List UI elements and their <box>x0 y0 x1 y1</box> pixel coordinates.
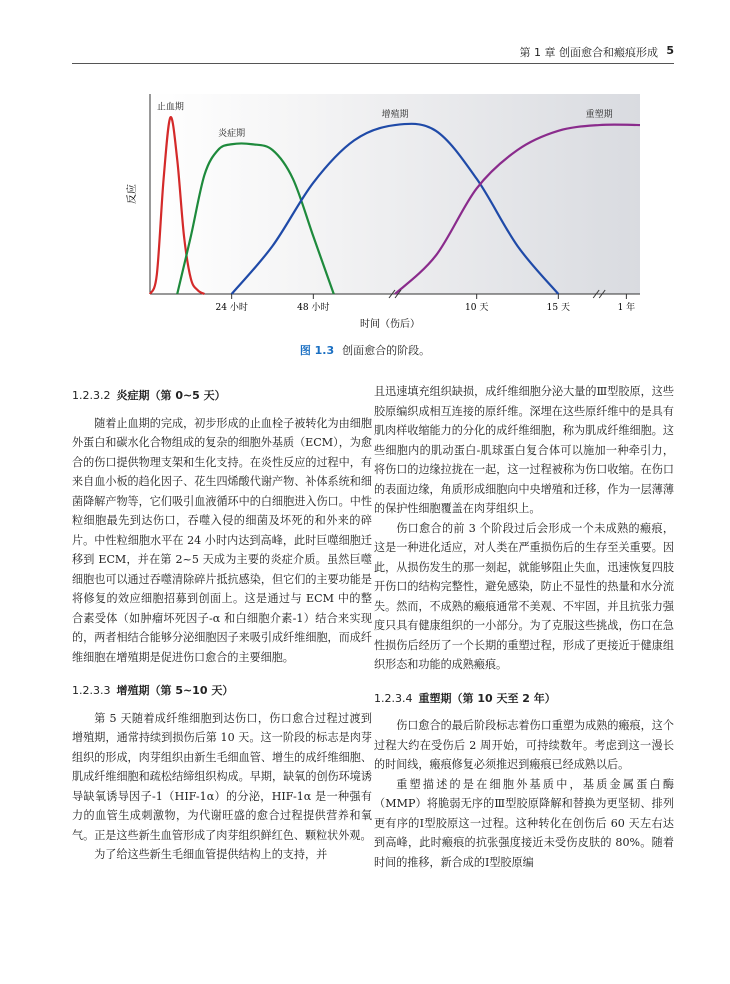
section-heading-inflammation <box>72 386 372 406</box>
y-axis-label: 反应 <box>127 184 138 204</box>
series-label-2: 炎症期 <box>218 129 246 140</box>
paragraph: 为了给这些新生毛细血管提供结构上的支持，并 <box>94 848 328 861</box>
paragraph: 第 5 天随着成纤维细胞到达伤口，伤口愈合过程过渡到增殖期，通常持续到损伤后第 10 天。这一阶段的标志是肉芽组织的形成，肉芽组织由新生毛细血管、增生的成纤维细胞、肌成纤维细胞和疏松结缔组织构成。早期，缺氧的创伤环境诱导缺氧诱导因子-1（HIF-1α）的分泌，HIF-1α 是一种强有力的血管生成刺激物，为代谢旺盛的愈合过程提供营养和氧气。正是这些新生血管形成了肉芽组织鲜红色、颗粒状外观。 <box>72 711 372 842</box>
page-header <box>0 44 730 66</box>
page-number: 5 <box>666 44 674 57</box>
healing-phases-chart <box>100 94 640 334</box>
section-number: 1.2.3.3 <box>72 684 111 697</box>
paragraph: 随着止血期的完成，初步形成的止血栓子被转化为由细胞外蛋白和碳水化合物组成的复杂的细胞外基质（ECM），为愈合的伤口提供物理支架和生化支持。在炎性反应的过程中，有来自血小板的趋化因子、花生四烯酸代谢产物、补体系统和细菌降解产物等，它们吸引血液循环中的白细胞进入伤口。中性粒细胞最先到达伤口，吞噬入侵的细菌及坏死的和外来的碎片。中性粒细胞水平在 24 小时内达到高峰，此时巨噬细胞迁移到 ECM，并在第 2~5 天成为主要的炎症介质。虽然巨噬细胞也可以通过吞噬清除碎片抵抗感染，但它们的主要功能是将修复的效应细胞招募到创面上。这是通过与 ECM 中的整合素受体（如肿瘤坏死因子-α 和白细胞介素-1）结合来实现的，两者相结合能够分泌细胞因子来吸引成纤维细胞，而成纤维细胞在增殖期是促进伤口愈合的主要细胞。 <box>72 416 372 664</box>
series-label-4: 重塑期 <box>585 110 613 121</box>
section-title: 炎症期（第 0~5 天） <box>116 389 226 402</box>
figure-caption <box>0 342 730 358</box>
x-axis-label: 时间（伤后） <box>360 319 420 330</box>
section-number: 1.2.3.2 <box>72 389 111 402</box>
paragraph: 伤口愈合的前 3 个阶段过后会形成一个未成熟的瘢痕，这是一种进化适应，对人类在严重损伤后的生存至关重要。因此，从损伤发生的那一刻起，就能够阻止失血，迅速恢复四肢开伤口的结构完整性，避免感染，防止不显性的热量和水分流失。然而，不成熟的瘢痕通常不美观、不牢固，并且抗张力强度只具有健康组织的一小部分。为了克服这些挑战，伤口在急性损伤后经历了一个长期的重塑过程，形成了更接近于健康组织形态和功能的成熟瘢痕。 <box>374 521 674 671</box>
section-number: 1.2.3.4 <box>374 691 413 705</box>
x-tick-label: 1 年 <box>617 303 636 313</box>
section-title: 重塑期（第 10 天至 2 年） <box>418 691 556 705</box>
right-column <box>374 382 674 872</box>
section-heading-proliferation <box>72 681 372 701</box>
paragraph: 且迅速填充组织缺损，成纤维细胞分泌大量的Ⅲ型胶原，这些胶原编织成相互连接的原纤维。深埋在这些原纤维中的是具有肌肉样收缩能力的分化的成纤维细胞，称为肌成纤维细胞。这些细胞内的肌动蛋白-肌球蛋白复合体可以施加一种牵引力，将伤口的边缘拉拢在一起，这一过程被称为伤口收缩。在伤口的表面边缘，角质形成细胞向中央增殖和迁移，作为一层薄薄的保护性细胞覆盖在肉芽组织上。 <box>374 385 674 515</box>
section-heading-remodeling <box>374 689 674 709</box>
figure-label: 图 1.3 <box>299 344 335 357</box>
x-tick-label: 15 天 <box>546 303 570 313</box>
left-column <box>72 382 372 865</box>
paragraph: 伤口愈合的最后阶段标志着伤口重塑为成熟的瘢痕，这个过程大约在受伤后 2 周开始，可持续数年。考虑到这一漫长的时间线，瘢痕修复必须推迟到瘢痕已经成熟以后。 <box>374 719 674 771</box>
healing-phases-figure <box>100 94 640 354</box>
series-label-1: 止血期 <box>156 102 184 113</box>
series-label-3: 增殖期 <box>381 110 409 121</box>
figure-caption-text: 创面愈合的阶段。 <box>342 344 431 357</box>
paragraph: 重塑描述的是在细胞外基质中，基质金属蛋白酶（MMP）将脆弱无序的Ⅲ型胶原降解和替换为更坚韧、排列更有序的Ⅰ型胶原这一过程。这种转化在创伤后 60 天左右达到高峰，此时瘢痕的抗张强度接近未受伤皮肤的 80%。随着时间的推移，新合成的Ⅰ型胶原编 <box>374 777 674 869</box>
section-title: 增殖期（第 5~10 天） <box>116 684 234 697</box>
header-rule <box>72 63 674 64</box>
chapter-title: 第 1 章 创面愈合和瘢痕形成 <box>519 46 658 59</box>
x-tick-label: 24 小时 <box>215 303 248 313</box>
x-tick-label: 48 小时 <box>297 303 330 313</box>
x-tick-label: 10 天 <box>465 303 489 313</box>
